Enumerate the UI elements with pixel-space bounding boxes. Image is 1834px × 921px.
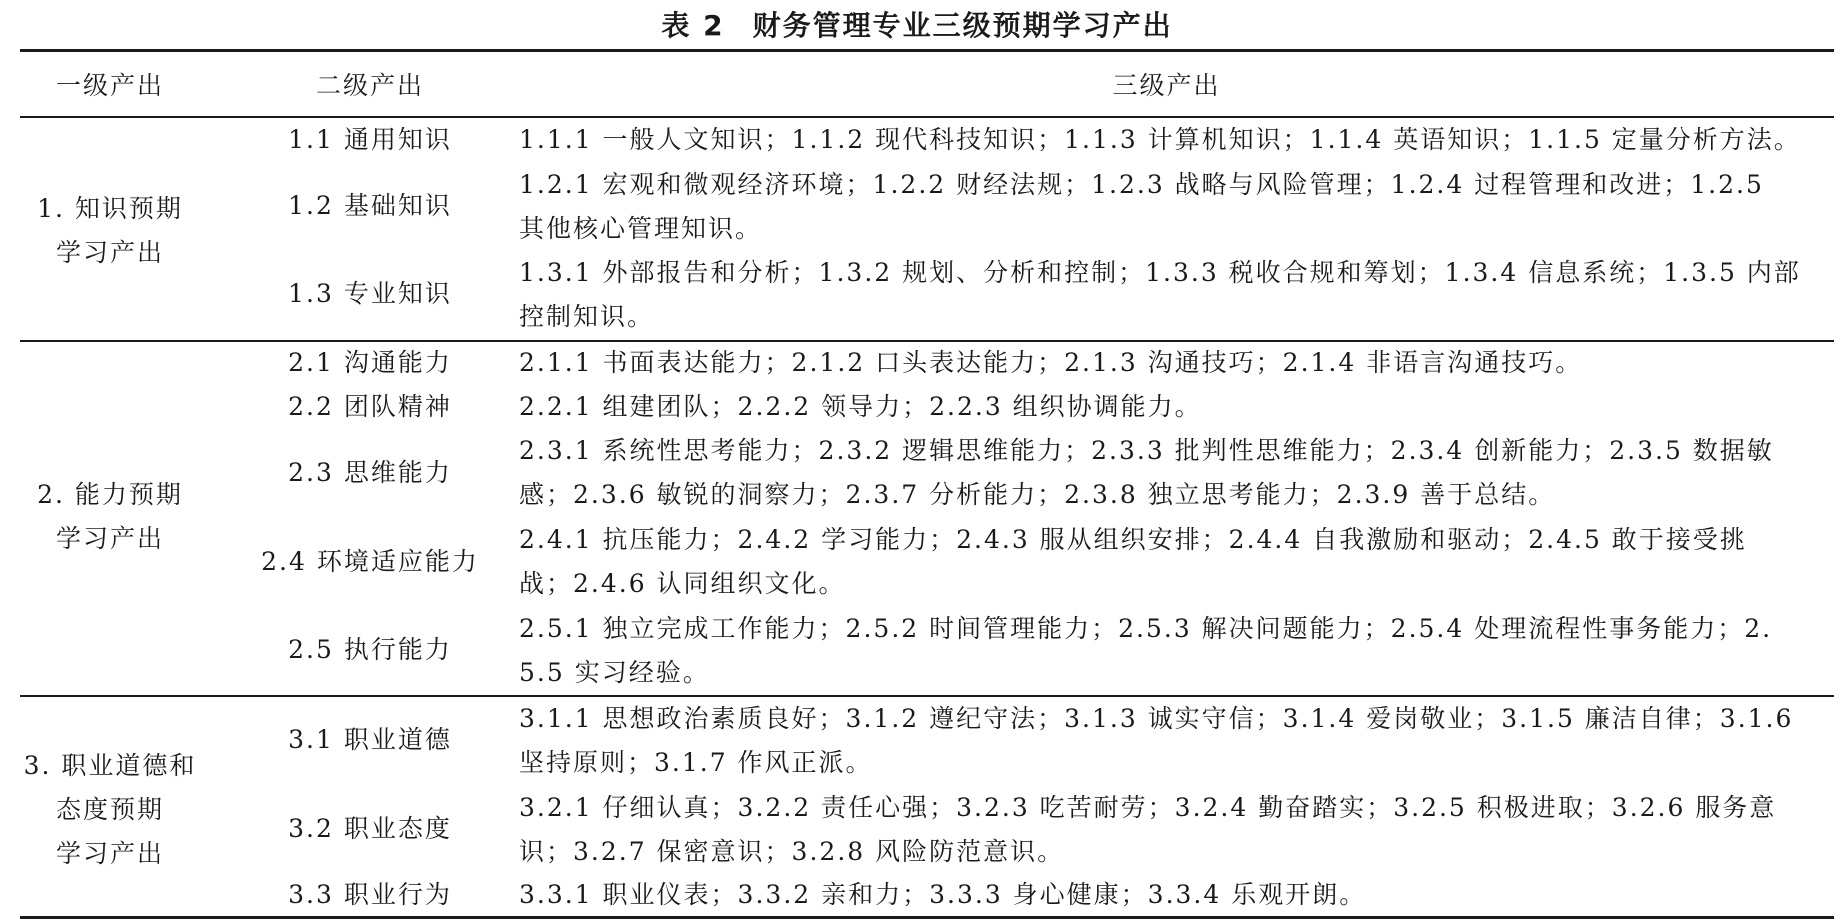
level2-cell: 1.2 基础知识 [288,191,452,220]
level3-cell [519,385,1814,429]
level3-line: 控制知识。 [519,302,655,331]
level1-line: 2. 能力预期 [37,480,183,509]
bottom-rule [20,916,1834,919]
level3-cell [519,786,1814,874]
header-level3: 三级产出 [1112,71,1221,100]
level2-cell: 1.1 通用知识 [288,125,452,154]
level2-cell: 2.1 沟通能力 [288,348,452,377]
level2-cell: 3.3 职业行为 [288,880,452,909]
level3-line: 2.3.1 系统性思考能力；2.3.2 逻辑思维能力；2.3.3 批判性思维能力；2.3.4 创新能力；2.3.5 数据敏 [519,436,1774,465]
level3-line: 1.3.1 外部报告和分析；1.3.2 规划、分析和控制；1.3.3 税收合规和筹划；1.3.4 信息系统；1.3.5 内部 [519,258,1801,287]
level3-line: 识；3.2.7 保密意识；3.2.8 风险防范意识。 [519,837,1065,866]
level2-cell: 2.2 团队精神 [288,392,452,421]
level3-line: 其他核心管理知识。 [519,214,763,243]
header-level1: 一级产出 [55,71,164,100]
level3-line: 5.5 实习经验。 [519,658,710,687]
level3-cell [519,607,1814,695]
table-number: 表 2 [661,9,725,42]
level3-line: 战；2.4.6 认同组织文化。 [519,569,846,598]
header-level2: 二级产出 [315,71,424,100]
level2-cell: 2.5 执行能力 [288,635,452,664]
level3-line: 2.4.1 抗压能力；2.4.2 学习能力；2.4.3 服从组织安排；2.4.4 自我激励和驱动；2.4.5 敢于接受挑 [519,525,1747,554]
level2-cell: 3.1 职业道德 [288,725,452,754]
level1-line: 1. 知识预期 [37,194,183,223]
table-caption [0,6,1834,46]
top-rule [20,49,1834,52]
level2-cell: 2.4 环境适应能力 [261,547,479,576]
level3-cell [519,429,1814,517]
level1-line: 3. 职业道德和 [23,751,197,780]
level1-line: 态度预期 [55,795,164,824]
group2-level1 [0,473,220,561]
level3-line: 2.1.1 书面表达能力；2.1.2 口头表达能力；2.1.3 沟通技巧；2.1.4 非语言沟通技巧。 [519,348,1583,377]
group1-level1 [0,187,220,275]
level3-line: 1.1.1 一般人文知识；1.1.2 现代科技知识；1.1.3 计算机知识；1.1.4 英语知识；1.1.5 定量分析方法。 [519,125,1801,154]
group3-level1 [0,744,220,876]
level1-line: 学习产出 [55,238,164,267]
level3-line: 坚持原则；3.1.7 作风正派。 [519,748,873,777]
level3-cell [519,251,1814,339]
level2-cell: 3.2 职业态度 [288,814,452,843]
level2-cell: 1.3 专业知识 [288,279,452,308]
level1-line: 学习产出 [55,524,164,553]
level3-line: 2.2.1 组建团队；2.2.2 领导力；2.2.3 组织协调能力。 [519,392,1202,421]
level3-line: 感；2.3.6 敏锐的洞察力；2.3.7 分析能力；2.3.8 独立思考能力；2.3.9 善于总结。 [519,480,1556,509]
level3-cell [519,697,1814,785]
level3-cell [519,341,1814,385]
level3-cell [519,118,1814,162]
level3-line: 2.5.1 独立完成工作能力；2.5.2 时间管理能力；2.5.3 解决问题能力；2.5.4 处理流程性事务能力；2. [519,614,1773,643]
level3-line: 1.2.1 宏观和微观经济环境；1.2.2 财经法规；1.2.3 战略与风险管理；1.2.4 过程管理和改进；1.2.5 [519,170,1764,199]
table-title: 财务管理专业三级预期学习产出 [752,9,1173,42]
level2-cell: 2.3 思维能力 [288,458,452,487]
level3-line: 3.3.1 职业仪表；3.3.2 亲和力；3.3.3 身心健康；3.3.4 乐观开朗。 [519,880,1367,909]
level3-cell [519,518,1814,606]
level1-line: 学习产出 [55,839,164,868]
level3-line: 3.1.1 思想政治素质良好；3.1.2 遵纪守法；3.1.3 诚实守信；3.1.4 爱岗敬业；3.1.5 廉洁自律；3.1.6 [519,704,1794,733]
level3-line: 3.2.1 仔细认真；3.2.2 责任心强；3.2.3 吃苦耐劳；3.2.4 勤奋踏实；3.2.5 积极进取；3.2.6 服务意 [519,793,1777,822]
level3-cell [519,163,1814,251]
level3-cell [519,873,1814,917]
